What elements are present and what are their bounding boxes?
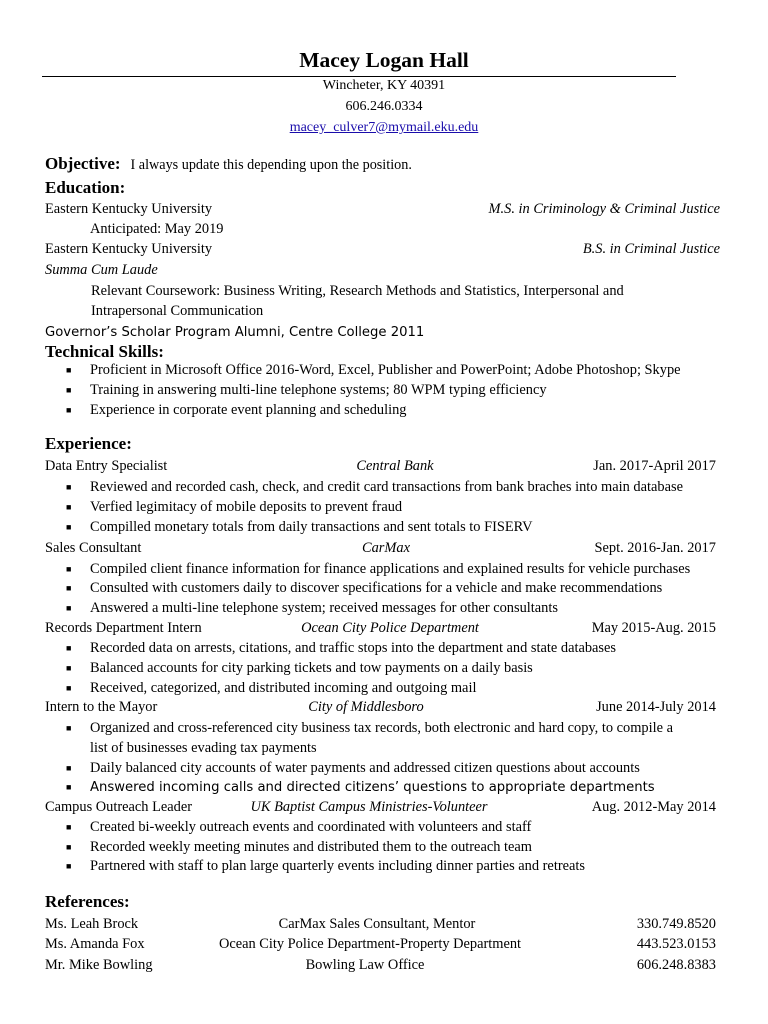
scholar-program: Governor’s Scholar Program Alumni, Centre College 2011	[45, 325, 425, 340]
job-bullet: ■ Answered incoming calls and directed citizens’ questions to appropriate departments	[66, 780, 655, 795]
job-dates: Jan. 2017-April 2017	[593, 458, 716, 474]
reference-role: Bowling Law Office	[305, 957, 425, 973]
bullet-icon: ■	[66, 365, 72, 375]
job-bullet: ■ Partnered with staff to plan large quarterly events including dinner parties and retreats	[66, 858, 585, 874]
job-bullet-continuation: list of businesses evading tax payments	[90, 740, 317, 756]
email-link[interactable]: macey_culver7@mymail.eku.edu	[289, 120, 479, 135]
references-heading: References:	[45, 892, 130, 911]
bullet-icon: ■	[66, 861, 72, 871]
reference-phone: 330.749.8520	[636, 916, 716, 932]
bullet-icon: ■	[66, 405, 72, 415]
resume-name: Macey Logan Hall	[299, 48, 469, 72]
skill-item: ■ Training in answering multi-line telephone systems; 80 WPM typing efficiency	[66, 382, 547, 398]
job-bullet: ■ Received, categorized, and distributed incoming and outgoing mail	[66, 680, 477, 696]
job-bullet: ■ Answered a multi-line telephone system; received messages for other consultants	[66, 600, 558, 616]
education-degree: M.S. in Criminology & Criminal Justice	[488, 201, 720, 217]
job-dates: Sept. 2016-Jan. 2017	[594, 540, 716, 556]
bullet-icon: ■	[66, 643, 72, 653]
reference-name: Mr. Mike Bowling	[45, 957, 153, 973]
bullet-icon: ■	[66, 763, 72, 773]
reference-name: Ms. Amanda Fox	[45, 936, 145, 952]
job-org: Ocean City Police Department	[301, 620, 479, 636]
bullet-icon: ■	[66, 782, 72, 792]
bullet-icon: ■	[66, 822, 72, 832]
education-note: Anticipated: May 2019	[90, 221, 224, 237]
skills-heading: Technical Skills:	[45, 342, 164, 361]
job-bullet: ■ Daily balanced city accounts of water payments and addressed citizen questions about accounts	[66, 760, 640, 776]
reference-role: CarMax Sales Consultant, Mentor	[278, 916, 476, 932]
job-dates: June 2014-July 2014	[596, 699, 716, 715]
job-bullet: ■ Created bi-weekly outreach events and coordinated with volunteers and staff	[66, 819, 532, 835]
job-bullet: ■ Balanced accounts for city parking tickets and tow payments on a daily basis	[66, 660, 533, 676]
education-honor: Summa Cum Laude	[45, 262, 158, 278]
job-bullet: ■ Consulted with customers daily to discover specifications for a vehicle and make recommendations	[66, 580, 663, 596]
job-title: Sales Consultant	[45, 540, 142, 556]
education-heading: Education:	[45, 178, 126, 197]
job-org: City of Middlesboro	[308, 699, 424, 715]
job-title: Intern to the Mayor	[45, 699, 158, 715]
job-org: CarMax	[362, 540, 410, 556]
bullet-icon: ■	[66, 603, 72, 613]
bullet-icon: ■	[66, 522, 72, 532]
experience-heading: Experience:	[45, 434, 132, 453]
reference-role: Ocean City Police Department-Property Department	[218, 936, 522, 952]
reference-name: Ms. Leah Brock	[45, 916, 139, 932]
bullet-icon: ■	[66, 683, 72, 693]
education-school: Eastern Kentucky University	[45, 201, 213, 217]
bullet-icon: ■	[66, 842, 72, 852]
objective-section	[45, 153, 412, 176]
job-bullet: ■ Reviewed and recorded cash, check, and credit card transactions from bank braches into main database	[66, 479, 683, 495]
address: Wincheter, KY 40391	[322, 78, 446, 93]
bullet-icon: ■	[66, 663, 72, 673]
job-bullet: ■ Organized and cross-referenced city business tax records, both electronic and hard copy, to compile a	[66, 720, 673, 736]
job-bullet: ■ Verfied legimitacy of mobile deposits to prevent fraud	[66, 499, 403, 515]
coursework-line: Intrapersonal Communication	[91, 303, 264, 319]
bullet-icon: ■	[66, 583, 72, 593]
job-org: Central Bank	[356, 458, 434, 474]
skill-item: ■ Experience in corporate event planning and scheduling	[66, 402, 407, 418]
phone: 606.246.0334	[345, 99, 423, 114]
bullet-icon: ■	[66, 723, 72, 733]
job-title: Campus Outreach Leader	[45, 799, 193, 815]
job-title: Records Department Intern	[45, 620, 202, 636]
reference-phone: 606.248.8383	[636, 957, 716, 973]
objective-text: I always update this depending upon the position.	[130, 157, 412, 173]
bullet-icon: ■	[66, 564, 72, 574]
bullet-icon: ■	[66, 502, 72, 512]
coursework-line: Relevant Coursework: Business Writing, Research Methods and Statistics, Interpersonal and	[91, 283, 624, 299]
bullet-icon: ■	[66, 482, 72, 492]
job-bullet: ■ Recorded data on arrests, citations, and traffic stops into the department and state databases	[66, 640, 617, 656]
bullet-icon: ■	[66, 385, 72, 395]
job-bullet: ■ Compilled monetary totals from daily transactions and sent totals to FISERV	[66, 519, 533, 535]
email-line	[0, 119, 768, 137]
job-dates: May 2015-Aug. 2015	[591, 620, 716, 636]
job-bullet: ■ Compiled client finance information for finance applications and explained results for vehicle purchases	[66, 561, 691, 577]
reference-phone: 443.523.0153	[636, 936, 716, 952]
job-title: Data Entry Specialist	[45, 458, 168, 474]
job-org: UK Baptist Campus Ministries-Volunteer	[250, 799, 488, 815]
objective-heading: Objective:	[45, 154, 121, 173]
education-school: Eastern Kentucky University	[45, 241, 213, 257]
skill-item: ■ Proficient in Microsoft Office 2016-Word, Excel, Publisher and PowerPoint; Adobe Photoshop; Skype	[66, 362, 681, 378]
job-bullet: ■ Recorded weekly meeting minutes and distributed them to the outreach team	[66, 839, 532, 855]
job-dates: Aug. 2012-May 2014	[591, 799, 716, 815]
education-degree: B.S. in Criminal Justice	[582, 241, 720, 257]
